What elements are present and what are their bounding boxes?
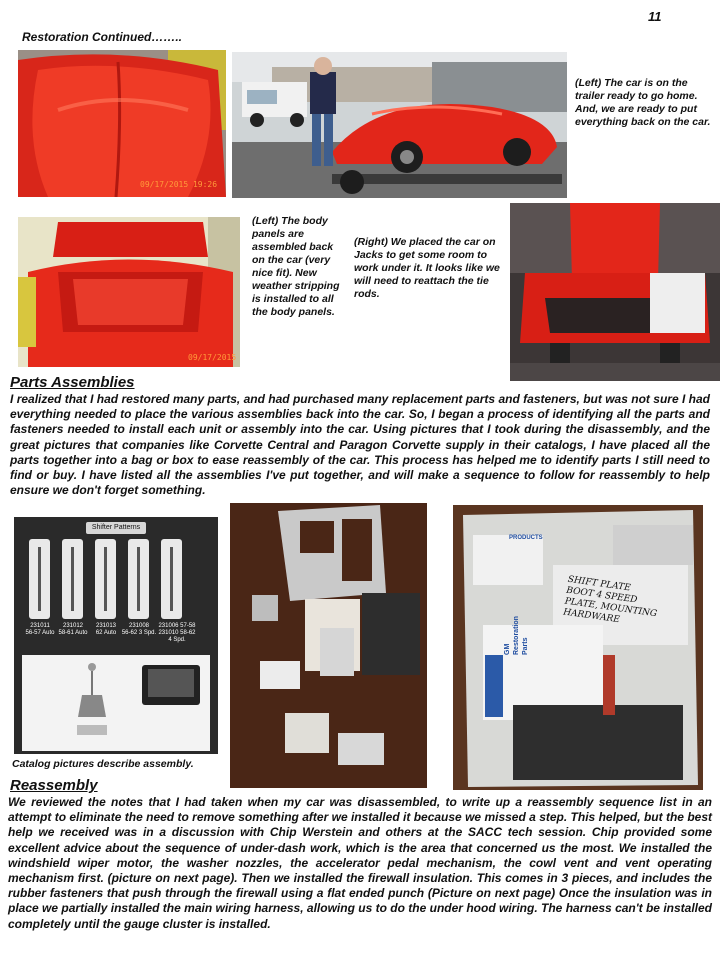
- photo-date-stamp: 09/17/2015: [188, 353, 237, 362]
- caption-trailer: (Left) The car is on the trailer ready to go home. And, we are ready to put everything back on the car.: [575, 77, 711, 128]
- photo-parts-bag: [453, 505, 703, 790]
- plate-code: 231012 58-61 Auto: [58, 623, 88, 636]
- catalog-shifter-diagram: [14, 517, 218, 754]
- page-number: 11: [648, 9, 662, 24]
- bag-header-label: PRODUCTS: [509, 535, 543, 541]
- photo-car-on-trailer: [232, 52, 567, 198]
- reassembly-heading: Reassembly: [10, 777, 98, 794]
- bag-handwriting: SHIFT PLATE BOOT 4 SPEED PLATE, MOUNTING HARDWARE: [562, 574, 658, 626]
- plate-code: 231011 56-57 Auto: [25, 623, 55, 636]
- catalog-title: Shifter Patterns: [86, 522, 146, 534]
- photo-shifter-parts: [230, 503, 427, 788]
- photo-date-stamp: 09/17/2015 19:26: [140, 180, 218, 189]
- shifter-plate: [95, 539, 116, 619]
- parts-panel: [22, 655, 210, 751]
- reassembly-body: We reviewed the notes that I had taken when my car was disassembled, to write up a reassembly sequence list in an attempt to eliminate the need to remove something after we installed it because we missed a step. This helped, but the best help we received was in a discussion with Chip Werstein and others at the SACC tech session. Chip provided some excellent advice about the sequence of under-dash work, which is the area that concerned us the most. We installed the windshield wiper motor, the washer nozzles, the accelerator pedal mechanism, the cowl vent and vent operating mechanism first. (picture on next page). Then we installed the firewall insulation. This comes in 3 pieces, and includes the rubber fasteners that push through the firewall using a flat ended punch (Picture on next page) Once the insulation was in place we partially installed the main wiring harness, allowing us to do the under hood wiring. The harness can't be installed completely until the gauge cluster is installed.: [8, 795, 712, 931]
- photo-car-on-jacks: [510, 203, 720, 381]
- plate-code: 231008 56-62 3 Spd.: [121, 623, 157, 636]
- plate-code: 231006 57-58 231010 58-62 4 Spd.: [158, 623, 196, 643]
- caption-catalog: Catalog pictures describe assembly.: [12, 758, 194, 770]
- plate-code: 231013 62 Auto: [95, 623, 117, 636]
- photo-red-rear-body: [18, 50, 226, 197]
- caption-body-panels: (Left) The body panels are assembled back on the car (very nice fit). New weather stripping is installed to all the body panels.: [252, 215, 340, 318]
- photo-open-body: [18, 217, 240, 367]
- caption-jacks: (Right) We placed the car on Jacks to get some room to work under it. It looks like we will need to reattach the tie rods.: [354, 236, 500, 300]
- parts-assemblies-heading: Parts Assemblies: [10, 374, 135, 391]
- shifter-plate: [161, 539, 182, 619]
- bag-gm-sticker: GM Restoration Parts: [504, 616, 529, 655]
- shifter-plate: [62, 539, 83, 619]
- shifter-plate: [128, 539, 149, 619]
- parts-assemblies-body: I realized that I had restored many parts, and had purchased many replacement parts and fasteners, but was not sure I had everything needed to place the various assemblies back into the car. So, I began a process of identifying all the parts and fasteners needed to install each unit or assembly into the car. Using pictures that I took during the disassembly, and the great pictures that companies like Corvette Central and Paragon Corvette supply in their catalogs, I have placed all the parts together into a bag or box to ease reassembly of the car. This process has helped me to identify parts I still need to find or buy. I have listed all the assemblies I've put together, and will make a sequence to follow for reassembly to help ensure we don't forget something.: [10, 392, 710, 498]
- section-kicker: Restoration Continued……..: [22, 30, 182, 44]
- shifter-plate: [29, 539, 50, 619]
